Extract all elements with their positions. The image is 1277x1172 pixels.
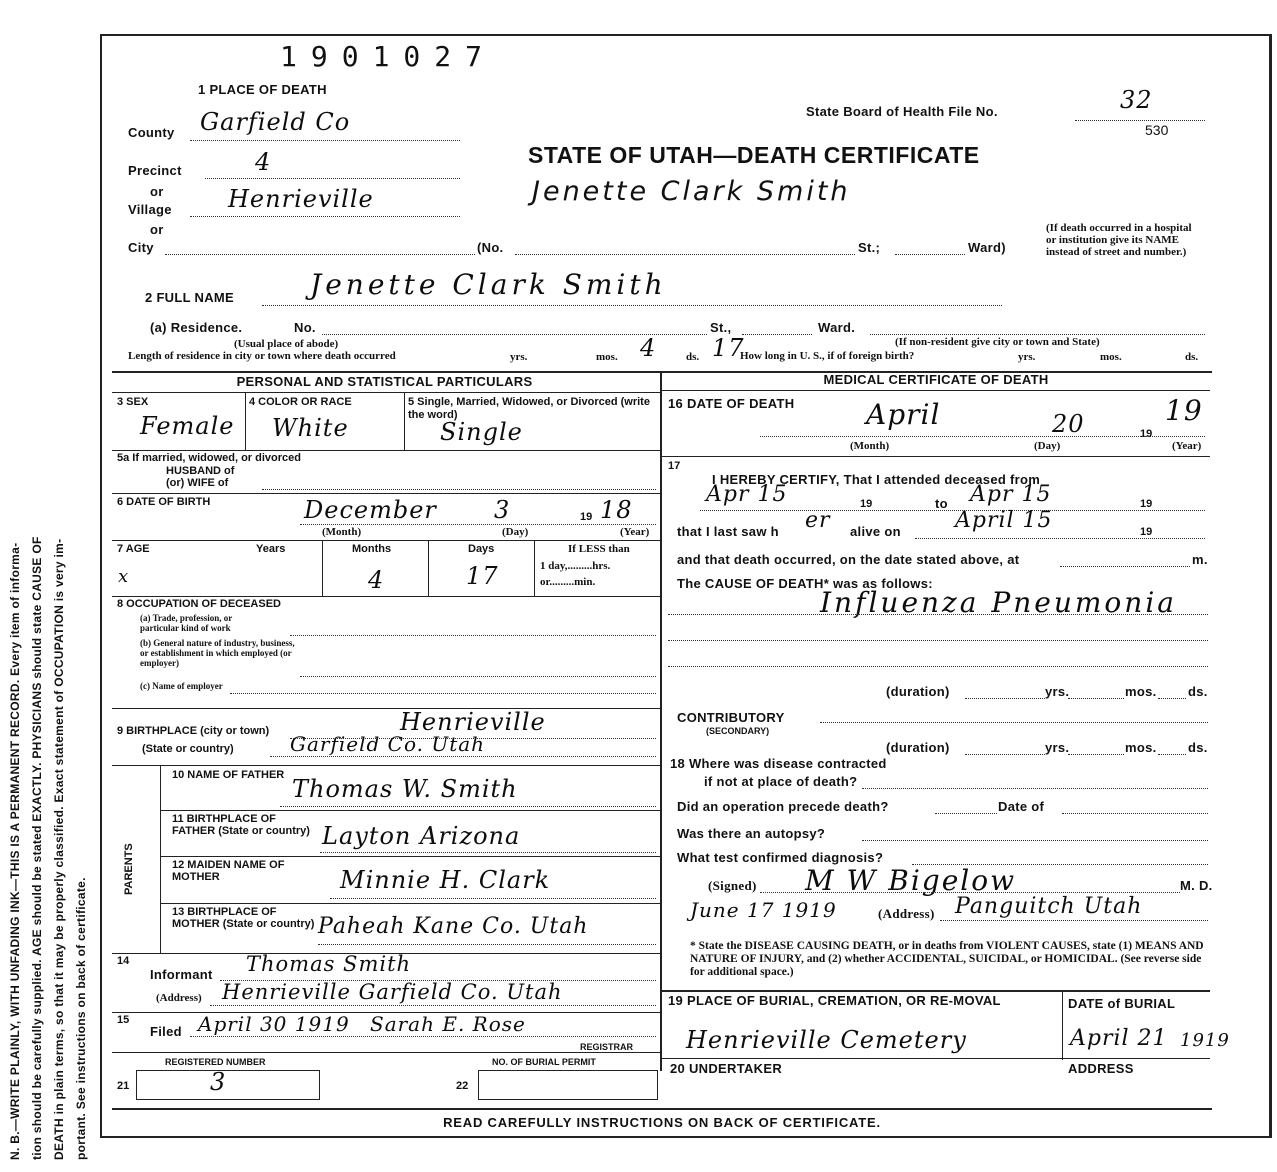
color-label: 4 COLOR OR RACE xyxy=(249,396,352,408)
occupation-c: (c) Name of employer xyxy=(140,681,223,691)
item-18-label: 18 Where was disease contracted xyxy=(670,756,887,771)
burial-permit-box xyxy=(478,1070,658,1100)
personal-heading: PERSONAL AND STATISTICAL PARTICULARS xyxy=(236,374,533,389)
filed-label: Filed xyxy=(150,1024,182,1039)
alive-on-year-prefix: 19 xyxy=(1140,526,1153,538)
last-saw-value: er xyxy=(805,508,831,533)
residence-ds-value: 17 xyxy=(712,334,745,362)
residence-ward-label: Ward. xyxy=(818,320,856,335)
dob-day: 3 xyxy=(494,496,511,524)
length-of-residence-label: Length of residence in city or town where death occurred xyxy=(128,350,396,362)
residence-ds-label: ds. xyxy=(686,351,700,363)
color-value: White xyxy=(272,414,349,442)
residence-no-label: No. xyxy=(294,320,316,335)
birthplace-label: 9 BIRTHPLACE (city or town) xyxy=(117,725,270,737)
informant-address-label: (Address) xyxy=(156,992,202,1004)
md-label: M. D. xyxy=(1180,878,1213,893)
or-label-1: or xyxy=(150,184,164,199)
physician-address-value: Panguitch Utah xyxy=(955,894,1143,919)
abode-note: (Usual place of abode) xyxy=(234,338,339,350)
nonresident-note: (If non-resident give city or town and State) xyxy=(895,336,1100,348)
sex-value: Female xyxy=(140,412,235,440)
mother-birthplace-label: 13 BIRTHPLACE OF MOTHER (State or country) xyxy=(172,906,315,930)
file-no-label: State Board of Health File No. xyxy=(806,104,998,119)
age-days-label: Days xyxy=(468,543,495,555)
dob-day-caption: (Day) xyxy=(502,526,529,538)
undertaker-label: 20 UNDERTAKER xyxy=(670,1061,783,1076)
secondary-label: (SECONDARY) xyxy=(706,726,770,736)
duration-mos-2: mos. xyxy=(1125,740,1157,755)
dob-label: 6 DATE OF BIRTH xyxy=(117,496,211,508)
spouse-label-3: (or) WIFE of xyxy=(166,477,229,489)
residence-st-label: St., xyxy=(710,320,732,335)
registered-number-box xyxy=(136,1070,320,1100)
foreign-birth-label: How long in U. S., if of foreign birth? xyxy=(740,350,915,362)
duration-yrs-2: yrs. xyxy=(1045,740,1070,755)
attended-to-value: Apr 15 xyxy=(970,482,1052,507)
alive-on-value: April 15 xyxy=(955,508,1053,533)
precinct-label: Precinct xyxy=(128,163,182,178)
full-name-value: Jenette Clark Smith xyxy=(310,268,667,301)
age-label: 7 AGE xyxy=(117,543,150,555)
father-label: 10 NAME OF FATHER xyxy=(172,769,285,781)
age-years-mark: x xyxy=(118,566,130,587)
sex-label: 3 SEX xyxy=(117,396,149,408)
mother-value: Minnie H. Clark xyxy=(340,866,551,894)
signed-value: M W Bigelow xyxy=(805,864,1017,897)
birthplace-value: Henrieville xyxy=(400,708,546,736)
informant-number: 14 xyxy=(117,955,130,967)
age-years-label: Years xyxy=(256,543,286,555)
age-months-label: Months xyxy=(352,543,392,555)
operation-date-label: Date of xyxy=(998,799,1045,814)
dod-month: April xyxy=(866,398,941,431)
spouse-label-1: 5a If married, widowed, or divorced xyxy=(117,452,301,464)
margin-note-3: DEATH in plain terms, so that it may be properly classified. Exact statement of OCCUPATION is very im- xyxy=(52,538,66,1160)
age-months-value: 4 xyxy=(368,566,385,594)
state-label: (State or country) xyxy=(142,743,234,755)
attended-to-label: to xyxy=(935,496,948,511)
typed-name: Jenette Clark Smith xyxy=(532,176,851,207)
burial-place-label: 19 PLACE OF BURIAL, CREMATION, OR RE-MOVAL xyxy=(668,993,1001,1008)
precinct-value: 4 xyxy=(255,148,272,176)
alive-on-label: alive on xyxy=(850,524,901,539)
burial-date-value: April 21 xyxy=(1070,1026,1168,1051)
dob-year-caption: (Year) xyxy=(620,526,650,538)
less-than-2: 1 day,.........hrs. xyxy=(540,560,611,572)
dod-year-prefix: 19 xyxy=(1140,428,1153,440)
hospital-note: (If death occurred in a hospital or institution give its NAME instead of street and number.) xyxy=(1046,222,1192,258)
file-no-subvalue: 530 xyxy=(1145,122,1169,138)
county-value: Garfield Co xyxy=(200,108,351,136)
duration-label-1: (duration) xyxy=(886,684,950,699)
margin-note-2: tion should be carefully supplied. AGE should be stated EXACTLY. PHYSICIANS should state CAUSE OF xyxy=(30,536,44,1160)
cause-of-death-value: Influenza Pneumonia xyxy=(820,586,1177,619)
dod-year-caption: (Year) xyxy=(1172,440,1202,452)
certify-text: I HEREBY CERTIFY, That I attended deceased from xyxy=(712,472,1041,487)
informant-label: Informant xyxy=(150,967,213,982)
village-label: Village xyxy=(128,202,172,217)
less-than-1: If LESS than xyxy=(568,543,630,555)
mother-birthplace-value: Paheah Kane Co. Utah xyxy=(318,914,589,939)
item-17-number: 17 xyxy=(668,460,681,472)
duration-ds-2: ds. xyxy=(1188,740,1208,755)
occupation-a: (a) Trade, profession, or particular kind of work xyxy=(140,613,233,633)
ward-label: Ward) xyxy=(968,240,1006,255)
last-saw-label: that I last saw h xyxy=(677,524,779,539)
filed-value: April 30 1919 xyxy=(198,1012,350,1036)
docket-number: 1901027 xyxy=(280,40,497,73)
burial-permit-num: 22 xyxy=(456,1080,469,1092)
occupation-label: 8 OCCUPATION OF DECEASED xyxy=(117,598,281,610)
autopsy-label: Was there an autopsy? xyxy=(677,826,826,841)
age-days-value: 17 xyxy=(466,562,499,590)
attended-from-value: Apr 15 xyxy=(706,482,788,507)
dod-day: 20 xyxy=(1052,410,1085,438)
street-no-label: (No. xyxy=(477,240,504,255)
registrar-label: REGISTRAR xyxy=(580,1042,634,1052)
item-18-sub: if not at place of death? xyxy=(704,774,858,789)
registered-number-label: REGISTERED NUMBER xyxy=(165,1057,266,1067)
residence-yrs-label: yrs. xyxy=(510,351,528,363)
residence-mos-label: mos. xyxy=(596,351,618,363)
footer-instructions: READ CAREFULLY INSTRUCTIONS ON BACK OF CERTIFICATE. xyxy=(443,1115,881,1130)
filed-number: 15 xyxy=(117,1014,130,1026)
foreign-ds-label: ds. xyxy=(1185,351,1199,363)
death-occurred-m: m. xyxy=(1192,552,1208,567)
duration-mos-1: mos. xyxy=(1125,684,1157,699)
file-no-value: 32 xyxy=(1120,86,1153,114)
or-label-2: or xyxy=(150,222,164,237)
residence-mos-value: 4 xyxy=(640,334,657,362)
medical-heading: MEDICAL CERTIFICATE OF DEATH xyxy=(823,372,1049,387)
parents-label: PARENTS xyxy=(123,843,135,895)
dob-year: 18 xyxy=(600,496,633,524)
burial-permit-label: NO. OF BURIAL PERMIT xyxy=(492,1057,596,1067)
date-of-death-label: 16 DATE OF DEATH xyxy=(668,396,795,411)
father-birthplace-value: Layton Arizona xyxy=(322,822,521,850)
signature-date: June 17 1919 xyxy=(690,898,837,922)
city-label: City xyxy=(128,240,154,255)
registered-number-value: 3 xyxy=(210,1068,227,1096)
registered-number-num: 21 xyxy=(117,1080,130,1092)
foreign-yrs-label: yrs. xyxy=(1018,351,1036,363)
registrar-value: Sarah E. Rose xyxy=(370,1012,526,1036)
burial-date-label: DATE of BURIAL xyxy=(1068,996,1176,1011)
dob-month-caption: (Month) xyxy=(322,526,362,538)
state-value: Garfield Co. Utah xyxy=(290,732,486,756)
marital-label: 5 Single, Married, Widowed, or Divorced (write the word) xyxy=(408,396,650,421)
spouse-label-2: HUSBAND of xyxy=(166,465,235,477)
occupation-b: (b) General nature of industry, business, or establishment in which employed (or employer) xyxy=(140,638,295,668)
foreign-mos-label: mos. xyxy=(1100,351,1122,363)
father-birthplace-label: 11 BIRTHPLACE OF FATHER (State or country) xyxy=(172,813,310,837)
residence-label: (a) Residence. xyxy=(150,320,243,335)
cause-footnote: * State the DISEASE CAUSING DEATH, or in deaths from VIOLENT CAUSES, state (1) MEANS AND NATURE OF INJURY, and (2) whether ACCIDENTAL, SUICIDAL, or HOMICIDAL. (See reverse side for additional space.) xyxy=(690,940,1204,978)
dob-year-prefix: 19 xyxy=(580,511,593,523)
duration-yrs-1: yrs. xyxy=(1045,684,1070,699)
duration-label-2: (duration) xyxy=(886,740,950,755)
informant-address-value: Henrieville Garfield Co. Utah xyxy=(222,980,563,1004)
burial-place-value: Henrieville Cemetery xyxy=(686,1026,967,1054)
dod-day-caption: (Day) xyxy=(1034,440,1061,452)
duration-ds-1: ds. xyxy=(1188,684,1208,699)
less-than-3: or.........min. xyxy=(540,576,596,588)
physician-address-label: (Address) xyxy=(878,906,935,921)
undertaker-address-label: ADDRESS xyxy=(1068,1061,1134,1076)
father-value: Thomas W. Smith xyxy=(292,775,518,803)
signed-label: (Signed) xyxy=(708,878,757,893)
informant-value: Thomas Smith xyxy=(246,952,412,976)
attended-to-year-prefix: 19 xyxy=(1140,498,1153,510)
county-label: County xyxy=(128,125,175,140)
operation-label: Did an operation precede death? xyxy=(677,799,889,814)
test-label: What test confirmed diagnosis? xyxy=(677,850,884,865)
margin-note-4: portant. See instructions on back of certificate. xyxy=(74,877,88,1160)
dod-month-caption: (Month) xyxy=(850,440,890,452)
contributory-label: CONTRIBUTORY xyxy=(677,710,785,725)
death-occurred-label: and that death occurred, on the date stated above, at xyxy=(677,552,1020,567)
attended-from-year-prefix: 19 xyxy=(860,498,873,510)
marital-value: Single xyxy=(440,418,523,446)
place-of-death-label: 1 PLACE OF DEATH xyxy=(198,82,327,97)
burial-year: 1919 xyxy=(1180,1030,1230,1051)
margin-note-1: N. B.—WRITE PLAINLY, WITH UNFADING INK—THIS IS A PERMANENT RECORD. Every item of informa- xyxy=(8,542,22,1160)
village-value: Henrieville xyxy=(228,185,374,213)
dob-month: December xyxy=(304,496,437,524)
mother-label: 12 MAIDEN NAME OF MOTHER xyxy=(172,859,285,883)
cause-of-death-label: The CAUSE OF DEATH* was as follows: xyxy=(677,576,933,591)
street-label: St.; xyxy=(858,240,881,255)
dod-year: 19 xyxy=(1165,394,1203,427)
certificate-title: STATE OF UTAH—DEATH CERTIFICATE xyxy=(528,142,980,168)
full-name-label: 2 FULL NAME xyxy=(145,290,235,305)
